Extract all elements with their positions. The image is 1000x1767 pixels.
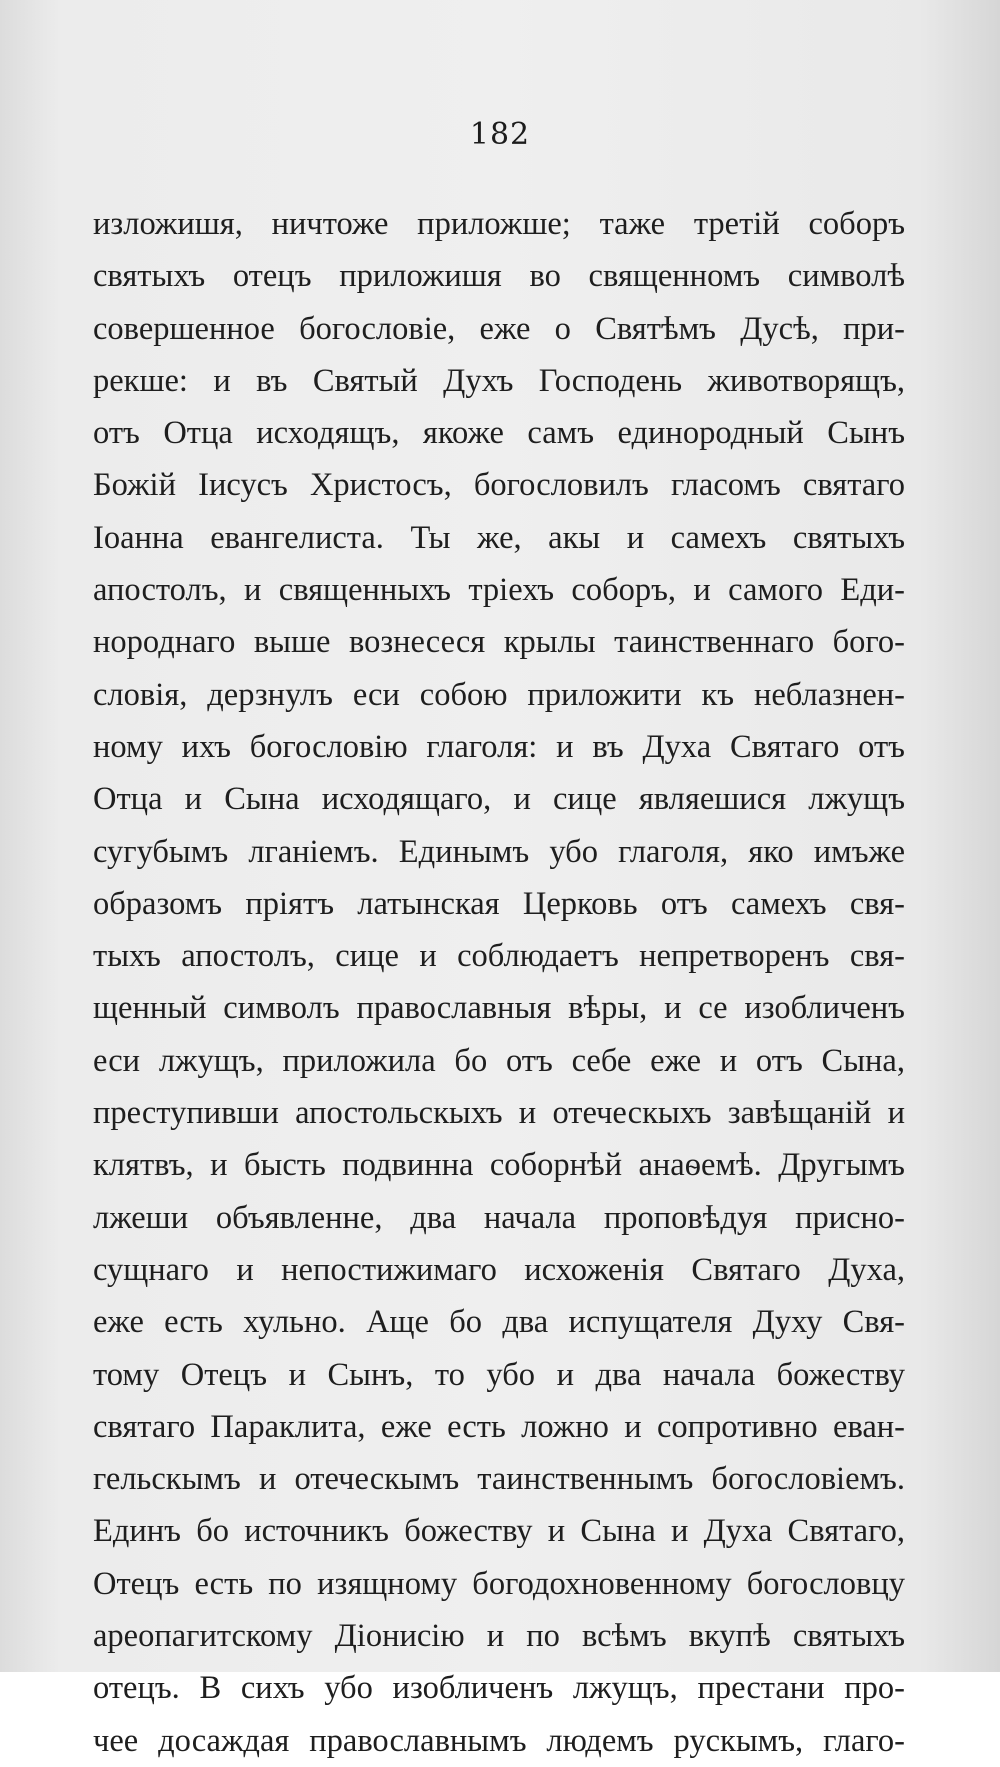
text-line: Отца и Сына исходящаго, и сице являешися лжущъ	[93, 781, 905, 818]
text-line: щенный символъ православныя вѣры, и се изобличенъ	[93, 990, 905, 1027]
text-line: изложишя, ничтоже приложше; таже третій соборъ	[93, 206, 905, 242]
text-line: совершенное богословіе, еже о Святѣмъ Дусѣ, при-	[93, 310, 905, 347]
text-line: Іоанна евангелиста. Ты же, акы и самехъ святыхъ	[93, 519, 905, 556]
text-line: еже есть хульно. Аще бо два испущателя Духу Свя-	[93, 1304, 905, 1341]
text-line: нороднаго выше вознесеся крылы таинственнаго бого-	[93, 624, 905, 661]
text-line: лжеши объявленне, два начала проповѣдуя присно-	[93, 1199, 905, 1236]
text-line: клятвъ, и бысть подвинна соборнѣй анаѳемѣ. Другымъ	[93, 1147, 905, 1184]
text-line: отъ Отца исходящъ, якоже самъ единородный Сынъ	[93, 415, 905, 452]
text-line: рекше: и въ Святый Духъ Господень животворящъ,	[93, 362, 905, 399]
text-line: сущнаго и непостижимаго исхоженія Святаго Духа,	[93, 1251, 905, 1288]
text-line: ареопагитскому Діонисію и по всѣмъ вкупѣ святыхъ	[93, 1618, 905, 1655]
text-line: сугубымъ лганіемъ. Единымъ убо глаголя, яко имъже	[93, 833, 905, 870]
text-line: чее досаждая православнымъ людемъ рускымъ, глаго-	[93, 1722, 905, 1759]
text-line: преступивши апостольскыхъ и отеческыхъ завѣщаній и	[93, 1095, 905, 1132]
page-number: 182	[469, 117, 531, 152]
text-line: тому Отецъ и Сынъ, то убо и два начала божеству	[93, 1356, 905, 1393]
body-text	[93, 198, 905, 1767]
text-line: тыхъ апостолъ, сице и соблюдаетъ непретворенъ свя-	[93, 938, 905, 975]
text-line: образомъ пріятъ латынская Церковь отъ самехъ свя-	[93, 885, 905, 922]
text-line: святаго Параклита, еже есть ложно и сопротивно еван-	[93, 1408, 905, 1445]
text-line: отецъ. В сихъ убо изобличенъ лжущъ, престани про-	[93, 1670, 905, 1707]
text-line: ному ихъ богословію глаголя: и въ Духа Святаго отъ	[93, 728, 905, 765]
text-line: Божій Іисусъ Христосъ, богословилъ гласомъ святаго	[93, 467, 905, 504]
text-line: святыхъ отецъ приложишя во священномъ символѣ	[93, 258, 905, 295]
text-line: еси лжущъ, приложила бо отъ себе еже и отъ Сына,	[93, 1042, 905, 1079]
text-line: словія, дерзнулъ еси собою приложити къ неблазнен-	[93, 676, 905, 713]
text-line: Отецъ есть по изящному богодохновенному богословцу	[93, 1565, 905, 1602]
text-line: Единъ бо источникъ божеству и Сына и Духа Святаго,	[93, 1513, 905, 1550]
text-line: гельскымъ и отеческымъ таинственнымъ богословіемъ.	[93, 1461, 905, 1498]
text-line: апостолъ, и священныхъ тріехъ соборъ, и самого Еди-	[93, 572, 905, 609]
